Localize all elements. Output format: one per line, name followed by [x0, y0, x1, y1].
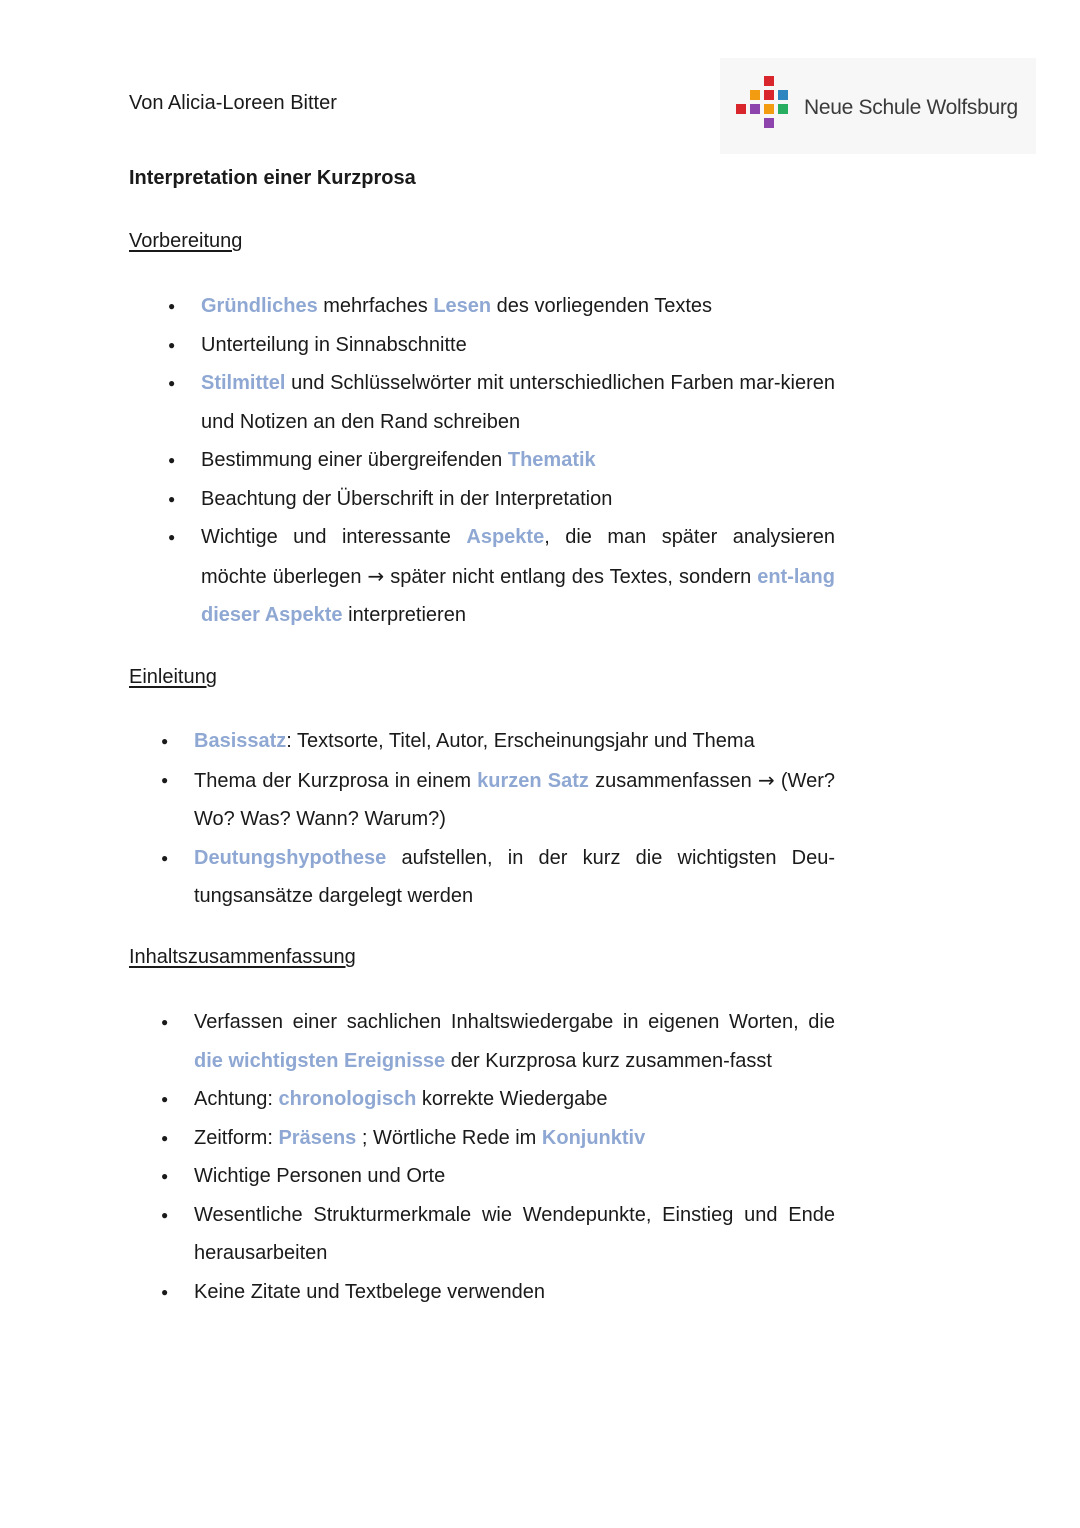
- list-inhaltszusammenfassung: [194, 1003, 835, 1311]
- list-einleitung: [194, 722, 835, 916]
- section-heading-inhaltszusammenfassung: Inhaltszusammenfassung: [129, 946, 356, 968]
- list-item: ● Bestimmung einer übergreifenden Thematik: [201, 441, 835, 480]
- list-item: ● Unterteilung in Sinnabschnitte: [201, 326, 835, 365]
- document-title: Interpretation einer Kurzprosa: [129, 167, 416, 189]
- list-item: ● Wichtige Personen und Orte: [194, 1157, 835, 1196]
- list-item: ● Verfassen einer sachlichen Inhaltswiedergabe in eigenen Worten, die die wichtigsten Ereignisse der Kurzprosa kurz zusammen-fasst: [194, 1003, 835, 1080]
- list-item: ● Wichtige und interessante Aspekte, die man später analysieren möchte überlegen → später nicht entlang des Textes, sondern ent-lang dieser Aspekte interpretieren: [201, 518, 835, 635]
- list-item: ● Achtung: chronologisch korrekte Wiedergabe: [194, 1080, 835, 1119]
- author-line: Von Alicia-Loreen Bitter: [129, 92, 337, 114]
- list-vorbereitung: [201, 287, 835, 635]
- arrow-right-icon: →: [757, 767, 775, 792]
- list-item: ● Stilmittel und Schlüsselwörter mit unterschiedlichen Farben mar-kieren und Notizen an den Rand schreiben: [201, 364, 835, 441]
- section-heading-einleitung: Einleitung: [129, 666, 217, 688]
- list-item: ● Deutungshypothese aufstellen, in der kurz die wichtigsten Deu-tungsansätze dargelegt werden: [194, 839, 835, 916]
- list-item: ● Wesentliche Strukturmerkmale wie Wendepunkte, Einstieg und Ende herausarbeiten: [194, 1196, 835, 1273]
- list-item: ● Gründliches mehrfaches Lesen des vorliegenden Textes: [201, 287, 835, 326]
- list-item: ● Keine Zitate und Textbelege verwenden: [194, 1273, 835, 1312]
- list-item: ● Thema der Kurzprosa in einem kurzen Satz zusammenfassen → (Wer? Wo? Was? Wann? Warum?): [194, 761, 835, 839]
- logo-squares-icon: [736, 76, 796, 136]
- section-heading-vorbereitung: Vorbereitung: [129, 230, 243, 252]
- list-item: ● Zeitform: Präsens ; Wörtliche Rede im Konjunktiv: [194, 1119, 835, 1158]
- logo-text: Neue Schule Wolfsburg: [804, 96, 1018, 119]
- school-logo: [720, 58, 1036, 154]
- list-item: ● Beachtung der Überschrift in der Interpretation: [201, 480, 835, 519]
- arrow-right-icon: →: [367, 563, 385, 588]
- list-item: ● Basissatz: Textsorte, Titel, Autor, Erscheinungsjahr und Thema: [194, 722, 835, 761]
